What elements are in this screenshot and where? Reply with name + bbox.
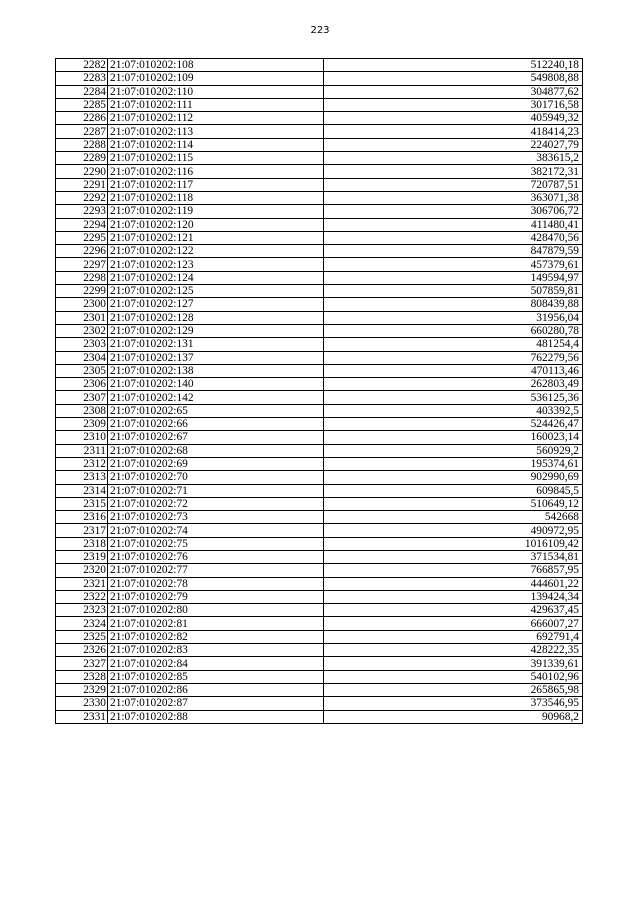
cadastral-number-cell: 21:07:010202:69	[108, 457, 324, 470]
value-cell: 444601,22	[324, 577, 583, 590]
cadastral-number-cell: 21:07:010202:78	[108, 577, 324, 590]
cadastral-number-cell: 21:07:010202:125	[108, 285, 324, 298]
table-row	[56, 444, 583, 457]
table-row	[56, 391, 583, 404]
table-row	[56, 524, 583, 537]
table-row	[56, 152, 583, 165]
cadastral-number-cell: 21:07:010202:65	[108, 404, 324, 417]
row-number-cell: 2305	[56, 364, 108, 377]
row-number-cell: 2306	[56, 378, 108, 391]
value-cell: 660280,78	[324, 324, 583, 337]
row-number-cell: 2292	[56, 191, 108, 204]
row-number-cell: 2297	[56, 258, 108, 271]
table-row	[56, 471, 583, 484]
value-cell: 510649,12	[324, 497, 583, 510]
cadastral-number-cell: 21:07:010202:72	[108, 497, 324, 510]
cadastral-number-cell: 21:07:010202:111	[108, 98, 324, 111]
value-cell: 373546,95	[324, 697, 583, 710]
cadastral-number-cell: 21:07:010202:127	[108, 298, 324, 311]
value-cell: 692791,4	[324, 630, 583, 643]
row-number-cell: 2300	[56, 298, 108, 311]
cadastral-number-cell: 21:07:010202:117	[108, 178, 324, 191]
cadastral-number-cell: 21:07:010202:114	[108, 138, 324, 151]
table-row	[56, 125, 583, 138]
row-number-cell: 2289	[56, 152, 108, 165]
row-number-cell: 2325	[56, 630, 108, 643]
row-number-cell: 2331	[56, 710, 108, 723]
row-number-cell: 2317	[56, 524, 108, 537]
cadastral-number-cell: 21:07:010202:121	[108, 231, 324, 244]
value-cell: 1016109,42	[324, 537, 583, 550]
row-number-cell: 2324	[56, 617, 108, 630]
table-row	[56, 231, 583, 244]
cadastral-value-table	[55, 58, 583, 724]
cadastral-number-cell: 21:07:010202:80	[108, 604, 324, 617]
value-cell: 391339,61	[324, 657, 583, 670]
cadastral-number-cell: 21:07:010202:113	[108, 125, 324, 138]
value-cell: 762279,56	[324, 351, 583, 364]
row-number-cell: 2303	[56, 338, 108, 351]
value-cell: 428222,35	[324, 644, 583, 657]
value-cell: 371534,81	[324, 550, 583, 563]
row-number-cell: 2323	[56, 604, 108, 617]
cadastral-number-cell: 21:07:010202:71	[108, 484, 324, 497]
cadastral-number-cell: 21:07:010202:116	[108, 165, 324, 178]
row-number-cell: 2293	[56, 205, 108, 218]
table-row	[56, 670, 583, 683]
row-number-cell: 2287	[56, 125, 108, 138]
table-row	[56, 165, 583, 178]
row-number-cell: 2313	[56, 471, 108, 484]
cadastral-number-cell: 21:07:010202:67	[108, 431, 324, 444]
value-cell: 512240,18	[324, 59, 583, 72]
cadastral-number-cell: 21:07:010202:86	[108, 683, 324, 696]
table-row	[56, 364, 583, 377]
value-cell: 808439,88	[324, 298, 583, 311]
row-number-cell: 2296	[56, 245, 108, 258]
cadastral-number-cell: 21:07:010202:112	[108, 112, 324, 125]
cadastral-number-cell: 21:07:010202:122	[108, 245, 324, 258]
table-row	[56, 338, 583, 351]
value-cell: 301716,58	[324, 98, 583, 111]
table-row	[56, 178, 583, 191]
cadastral-number-cell: 21:07:010202:137	[108, 351, 324, 364]
value-cell: 481254,4	[324, 338, 583, 351]
table-row	[56, 85, 583, 98]
cadastral-number-cell: 21:07:010202:77	[108, 564, 324, 577]
value-cell: 490972,95	[324, 524, 583, 537]
row-number-cell: 2327	[56, 657, 108, 670]
table-row	[56, 710, 583, 723]
value-cell: 160023,14	[324, 431, 583, 444]
row-number-cell: 2302	[56, 324, 108, 337]
table-row	[56, 564, 583, 577]
cadastral-number-cell: 21:07:010202:75	[108, 537, 324, 550]
table-body	[56, 59, 583, 724]
cadastral-number-cell: 21:07:010202:87	[108, 697, 324, 710]
value-cell: 265865,98	[324, 683, 583, 696]
cadastral-number-cell: 21:07:010202:124	[108, 271, 324, 284]
cadastral-number-cell: 21:07:010202:140	[108, 378, 324, 391]
table-row	[56, 431, 583, 444]
value-cell: 429637,45	[324, 604, 583, 617]
cadastral-number-cell: 21:07:010202:74	[108, 524, 324, 537]
value-cell: 195374,61	[324, 457, 583, 470]
table-row	[56, 59, 583, 72]
row-number-cell: 2311	[56, 444, 108, 457]
table-row	[56, 311, 583, 324]
table-row	[56, 245, 583, 258]
value-cell: 382172,31	[324, 165, 583, 178]
cadastral-number-cell: 21:07:010202:88	[108, 710, 324, 723]
cadastral-number-cell: 21:07:010202:120	[108, 218, 324, 231]
row-number-cell: 2330	[56, 697, 108, 710]
cadastral-number-cell: 21:07:010202:118	[108, 191, 324, 204]
value-cell: 766857,95	[324, 564, 583, 577]
row-number-cell: 2285	[56, 98, 108, 111]
value-cell: 31956,04	[324, 311, 583, 324]
row-number-cell: 2315	[56, 497, 108, 510]
cadastral-number-cell: 21:07:010202:123	[108, 258, 324, 271]
value-cell: 540102,96	[324, 670, 583, 683]
value-cell: 457379,61	[324, 258, 583, 271]
row-number-cell: 2322	[56, 590, 108, 603]
page-number: 223	[310, 25, 330, 36]
value-cell: 847879,59	[324, 245, 583, 258]
row-number-cell: 2320	[56, 564, 108, 577]
table-row	[56, 271, 583, 284]
table-row	[56, 298, 583, 311]
cadastral-number-cell: 21:07:010202:109	[108, 72, 324, 85]
value-cell: 139424,34	[324, 590, 583, 603]
value-cell: 418414,23	[324, 125, 583, 138]
row-number-cell: 2307	[56, 391, 108, 404]
table-row	[56, 497, 583, 510]
value-cell: 304877,62	[324, 85, 583, 98]
cadastral-number-cell: 21:07:010202:68	[108, 444, 324, 457]
table-row	[56, 511, 583, 524]
cadastral-number-cell: 21:07:010202:110	[108, 85, 324, 98]
table-row	[56, 191, 583, 204]
row-number-cell: 2294	[56, 218, 108, 231]
row-number-cell: 2319	[56, 550, 108, 563]
value-cell: 666007,27	[324, 617, 583, 630]
table-row	[56, 378, 583, 391]
row-number-cell: 2301	[56, 311, 108, 324]
cadastral-number-cell: 21:07:010202:73	[108, 511, 324, 524]
row-number-cell: 2321	[56, 577, 108, 590]
table-row	[56, 285, 583, 298]
table-row	[56, 484, 583, 497]
table-row	[56, 644, 583, 657]
value-cell: 306706,72	[324, 205, 583, 218]
table-row	[56, 630, 583, 643]
cadastral-number-cell: 21:07:010202:129	[108, 324, 324, 337]
table-row	[56, 324, 583, 337]
table-row	[56, 218, 583, 231]
cadastral-number-cell: 21:07:010202:119	[108, 205, 324, 218]
row-number-cell: 2318	[56, 537, 108, 550]
row-number-cell: 2308	[56, 404, 108, 417]
row-number-cell: 2288	[56, 138, 108, 151]
value-cell: 609845,5	[324, 484, 583, 497]
value-cell: 524426,47	[324, 418, 583, 431]
value-cell: 470113,46	[324, 364, 583, 377]
row-number-cell: 2298	[56, 271, 108, 284]
cadastral-number-cell: 21:07:010202:76	[108, 550, 324, 563]
table-row	[56, 205, 583, 218]
row-number-cell: 2312	[56, 457, 108, 470]
table-row	[56, 404, 583, 417]
row-number-cell: 2329	[56, 683, 108, 696]
row-number-cell: 2310	[56, 431, 108, 444]
table-row	[56, 112, 583, 125]
value-cell: 224027,79	[324, 138, 583, 151]
value-cell: 507859,81	[324, 285, 583, 298]
value-cell: 549808,88	[324, 72, 583, 85]
value-cell: 405949,32	[324, 112, 583, 125]
row-number-cell: 2304	[56, 351, 108, 364]
table-row	[56, 351, 583, 364]
table-row	[56, 617, 583, 630]
cadastral-number-cell: 21:07:010202:84	[108, 657, 324, 670]
table-row	[56, 590, 583, 603]
cadastral-number-cell: 21:07:010202:66	[108, 418, 324, 431]
table-row	[56, 683, 583, 696]
row-number-cell: 2309	[56, 418, 108, 431]
cadastral-number-cell: 21:07:010202:128	[108, 311, 324, 324]
table-row	[56, 98, 583, 111]
table-row	[56, 657, 583, 670]
table-row	[56, 537, 583, 550]
row-number-cell: 2314	[56, 484, 108, 497]
cadastral-number-cell: 21:07:010202:131	[108, 338, 324, 351]
value-cell: 403392,5	[324, 404, 583, 417]
table-row	[56, 697, 583, 710]
cadastral-number-cell: 21:07:010202:115	[108, 152, 324, 165]
value-cell: 560929,2	[324, 444, 583, 457]
cadastral-number-cell: 21:07:010202:138	[108, 364, 324, 377]
row-number-cell: 2326	[56, 644, 108, 657]
value-cell: 383615,2	[324, 152, 583, 165]
cadastral-number-cell: 21:07:010202:83	[108, 644, 324, 657]
value-cell: 536125,36	[324, 391, 583, 404]
row-number-cell: 2282	[56, 59, 108, 72]
row-number-cell: 2328	[56, 670, 108, 683]
row-number-cell: 2286	[56, 112, 108, 125]
row-number-cell: 2295	[56, 231, 108, 244]
value-cell: 902990,69	[324, 471, 583, 484]
value-cell: 720787,51	[324, 178, 583, 191]
table-row	[56, 258, 583, 271]
table-row	[56, 418, 583, 431]
table-row	[56, 457, 583, 470]
table-row	[56, 138, 583, 151]
value-cell: 428470,56	[324, 231, 583, 244]
value-cell: 149594,97	[324, 271, 583, 284]
value-cell: 363071,38	[324, 191, 583, 204]
table-row	[56, 72, 583, 85]
cadastral-number-cell: 21:07:010202:82	[108, 630, 324, 643]
table-row	[56, 550, 583, 563]
cadastral-number-cell: 21:07:010202:81	[108, 617, 324, 630]
row-number-cell: 2316	[56, 511, 108, 524]
cadastral-number-cell: 21:07:010202:70	[108, 471, 324, 484]
value-cell: 90968,2	[324, 710, 583, 723]
cadastral-number-cell: 21:07:010202:108	[108, 59, 324, 72]
row-number-cell: 2299	[56, 285, 108, 298]
cadastral-number-cell: 21:07:010202:142	[108, 391, 324, 404]
row-number-cell: 2291	[56, 178, 108, 191]
row-number-cell: 2283	[56, 72, 108, 85]
value-cell: 542668	[324, 511, 583, 524]
table-row	[56, 577, 583, 590]
cadastral-number-cell: 21:07:010202:79	[108, 590, 324, 603]
table-row	[56, 604, 583, 617]
cadastral-number-cell: 21:07:010202:85	[108, 670, 324, 683]
value-cell: 411480,41	[324, 218, 583, 231]
row-number-cell: 2290	[56, 165, 108, 178]
row-number-cell: 2284	[56, 85, 108, 98]
value-cell: 262803,49	[324, 378, 583, 391]
